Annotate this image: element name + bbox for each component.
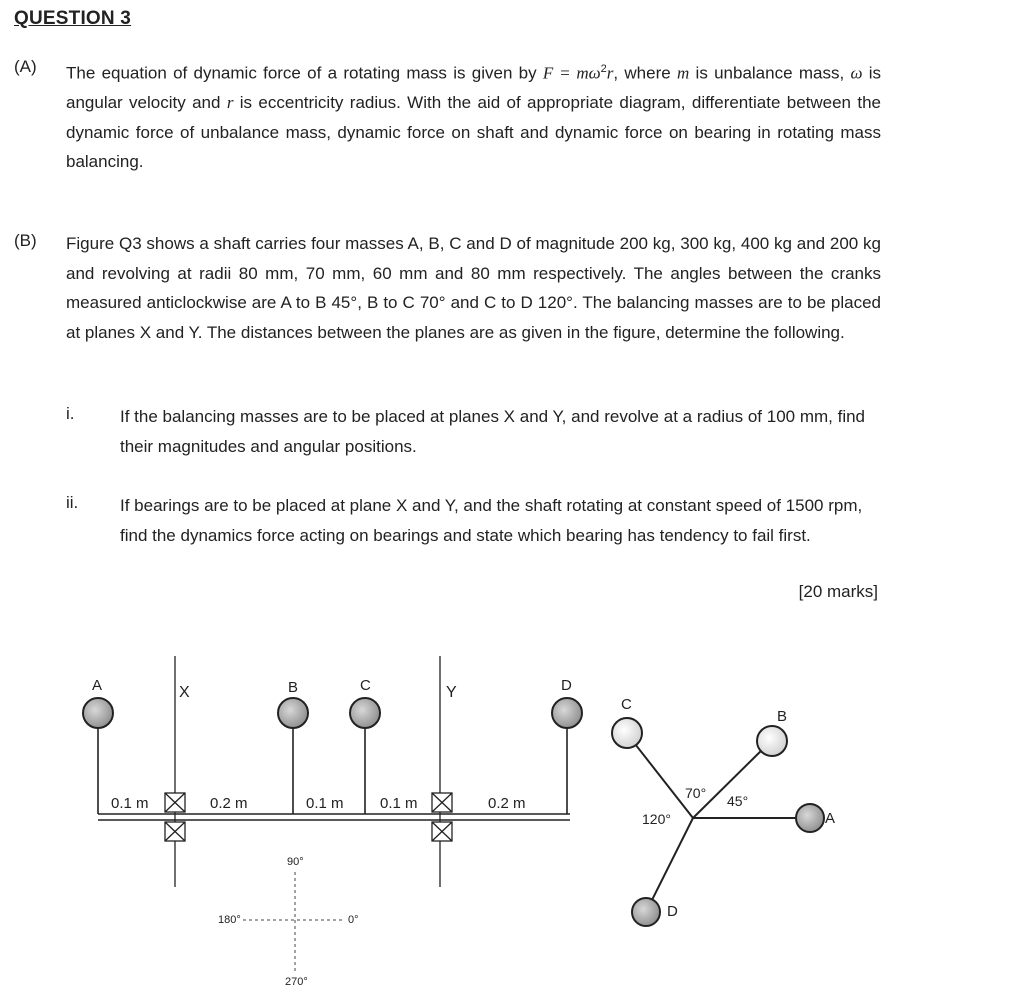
part-b-text: Figure Q3 shows a shaft carries four masses A, B, C and D of magnitude 200 kg, 300 kg, 400 kg and 200 kg and revolving at radii 80 mm, 70 mm, 60 mm and 80 mm respectively. The angles between the cranks measured anticlockwise are A to B 45°, B to C 70° and C to D 120°. The balancing masses are to be placed at planes X and Y. The distances between the planes are as given in the figure, determine the following. <box>66 234 881 342</box>
axis-label-180: 180° <box>218 914 241 926</box>
distance-a-x: 0.1 m <box>111 795 149 812</box>
mass-b-label: B <box>288 679 299 696</box>
var-omega: ω <box>850 63 863 83</box>
angle-label-cd: 120° <box>642 811 671 827</box>
item-i-text: If the balancing masses are to be placed at planes X and Y, and revolve at a radius of 100 mm, find their magnitudes and angular positions. <box>120 407 866 456</box>
angular-label-c: C <box>621 696 632 713</box>
angular-mass-c <box>612 718 642 748</box>
part-a-text-1: The equation of dynamic force of a rotating mass is given by <box>66 63 543 83</box>
distance-c-y: 0.1 m <box>380 795 418 812</box>
item-ii-label: ii. <box>66 493 79 512</box>
angular-label-a: A <box>825 810 836 827</box>
distance-y-d: 0.2 m <box>488 795 526 812</box>
angle-label-ab: 45° <box>727 793 749 809</box>
angular-mass-b <box>757 726 787 756</box>
angular-mass-a <box>796 804 824 832</box>
axis-label-90: 90° <box>287 856 304 868</box>
item-i-label: i. <box>66 404 75 423</box>
part-b-label: (B) <box>14 231 37 250</box>
question-heading: QUESTION 3 <box>14 8 132 29</box>
mass-c-label: C <box>360 677 371 694</box>
distance-x-b: 0.2 m <box>210 795 248 812</box>
mass-a-label: A <box>92 677 103 694</box>
axis-label-270: 270° <box>285 976 308 988</box>
part-a-text <box>66 55 881 177</box>
mass-a <box>83 698 113 728</box>
part-a-text-3: is unbalance mass, <box>689 63 851 83</box>
angular-label-b: B <box>777 708 788 725</box>
bearing-y <box>432 793 452 841</box>
shaft <box>98 814 570 820</box>
axis-label-0: 0° <box>348 914 359 926</box>
mass-b <box>278 698 308 728</box>
part-a-text-5: is eccentricity radius. With the aid of appropriate diagram, differentiate between the dynamic force of unbalance mass, dynamic force on shaft and dynamic force on bearing in rotating mass balancing. <box>66 93 881 172</box>
formula-exponent: 2 <box>600 63 607 75</box>
marks-label: [20 marks] <box>798 582 878 601</box>
mass-c <box>350 698 380 728</box>
plane-x-label: X <box>179 684 190 701</box>
var-r: r <box>226 93 234 113</box>
formula-rhs: r <box>606 63 614 83</box>
item-ii-text: If bearings are to be placed at plane X and Y, and the shaft rotating at constant speed of 1500 rpm, find the dynamics force acting on bearings and state which bearing has tendency to fail first. <box>120 496 863 545</box>
mass-d <box>552 698 582 728</box>
figure-q3 <box>0 620 1024 997</box>
part-a-text-2: , where <box>613 63 677 83</box>
part-a-label: (A) <box>14 57 37 76</box>
reference-axes <box>243 872 345 972</box>
formula-lhs: F = mω <box>542 63 601 83</box>
plane-y-label: Y <box>446 684 457 701</box>
angle-label-bc: 70° <box>685 785 707 801</box>
mass-d-label: D <box>561 677 572 694</box>
angular-mass-d <box>632 898 660 926</box>
distance-b-c: 0.1 m <box>306 795 344 812</box>
part-a-text-4: is angular velocity and <box>66 63 882 113</box>
var-m: m <box>676 63 690 83</box>
angular-label-d: D <box>667 903 678 920</box>
